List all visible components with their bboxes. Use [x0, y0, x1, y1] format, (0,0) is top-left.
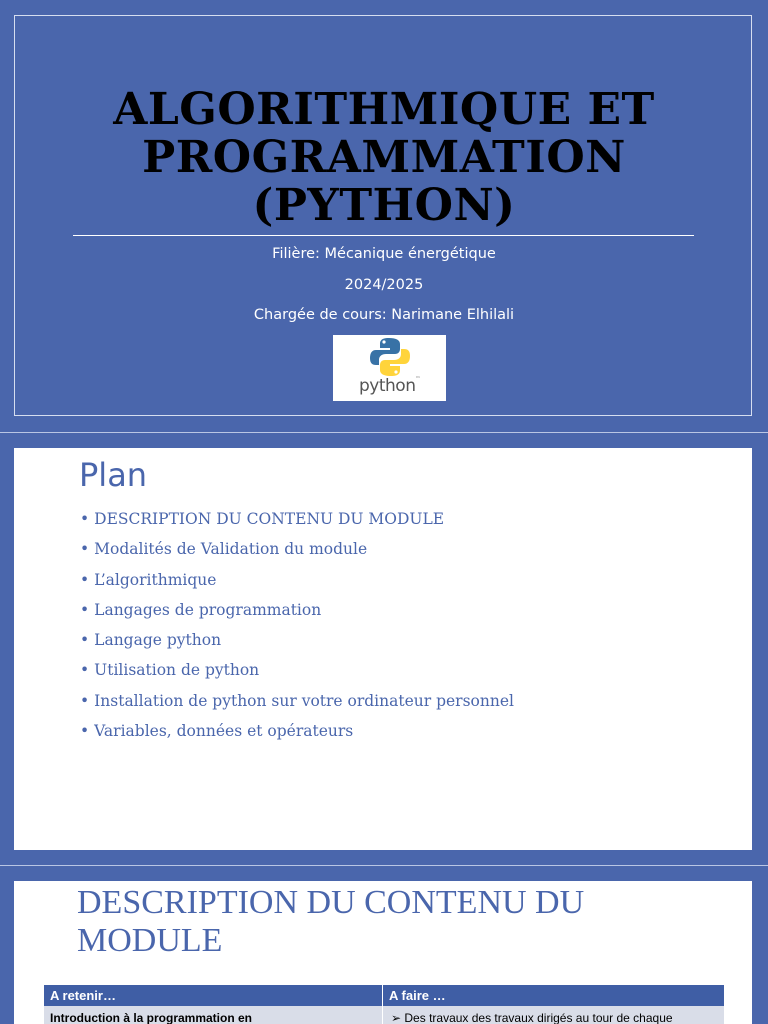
header-a-faire: A faire …	[389, 988, 446, 1003]
title-line-3: (PYTHON)	[252, 180, 516, 231]
bullet: •	[80, 510, 90, 528]
bullet: •	[80, 570, 90, 589]
bullet: •	[80, 722, 90, 741]
table-header	[44, 985, 724, 1006]
bullet: •	[80, 661, 90, 680]
table-cell: ➢ Des travaux des travaux dirigés au tour de chaque	[391, 1011, 673, 1024]
plan-item: • Langages de programmation	[80, 600, 322, 619]
title-line-2: PROGRAMMATION	[142, 132, 626, 183]
slide-separator	[0, 432, 768, 433]
plan-item: • Utilisation de python	[80, 661, 260, 680]
plan-item: • Installation de python sur votre ordinateur personnel	[80, 691, 514, 710]
bullet: •	[80, 600, 90, 619]
bullet: •	[80, 691, 90, 710]
year-text: 2024/2025	[344, 277, 424, 293]
header-a-retenir: A retenir…	[44, 985, 383, 1006]
plan-slide	[14, 448, 752, 850]
python-logo	[333, 335, 446, 401]
filiere-text: Filière: Mécanique énergétique	[272, 246, 496, 262]
main-title	[0, 86, 768, 230]
title-line-1: ALGORITHMIQUE ET	[113, 84, 655, 135]
plan-item: • DESCRIPTION DU CONTENU DU MODULE	[80, 510, 445, 528]
bullet: •	[80, 631, 90, 650]
plan-title: Plan	[79, 456, 148, 494]
plan-list	[80, 510, 514, 752]
description-title: DESCRIPTION DU CONTENU DU MODULE	[77, 884, 585, 959]
python-wordmark: python™	[359, 376, 420, 396]
plan-item: • Variables, données et opérateurs	[80, 722, 354, 741]
plan-item: • L’algorithmique	[80, 570, 217, 589]
python-snake-icon	[369, 337, 411, 377]
table-row	[44, 1006, 724, 1024]
plan-item: • Modalités de Validation du module	[80, 540, 368, 559]
slide-separator	[0, 865, 768, 866]
module-table	[44, 985, 724, 1024]
teacher-text: Chargée de cours: Narimane Elhilali	[253, 307, 515, 323]
table-cell: Introduction à la programmation en	[44, 1006, 383, 1024]
bullet: •	[80, 540, 90, 559]
description-slide	[14, 881, 752, 1024]
title-divider	[73, 235, 694, 236]
title-slide	[0, 0, 768, 432]
plan-item: • Langage python	[80, 631, 222, 650]
